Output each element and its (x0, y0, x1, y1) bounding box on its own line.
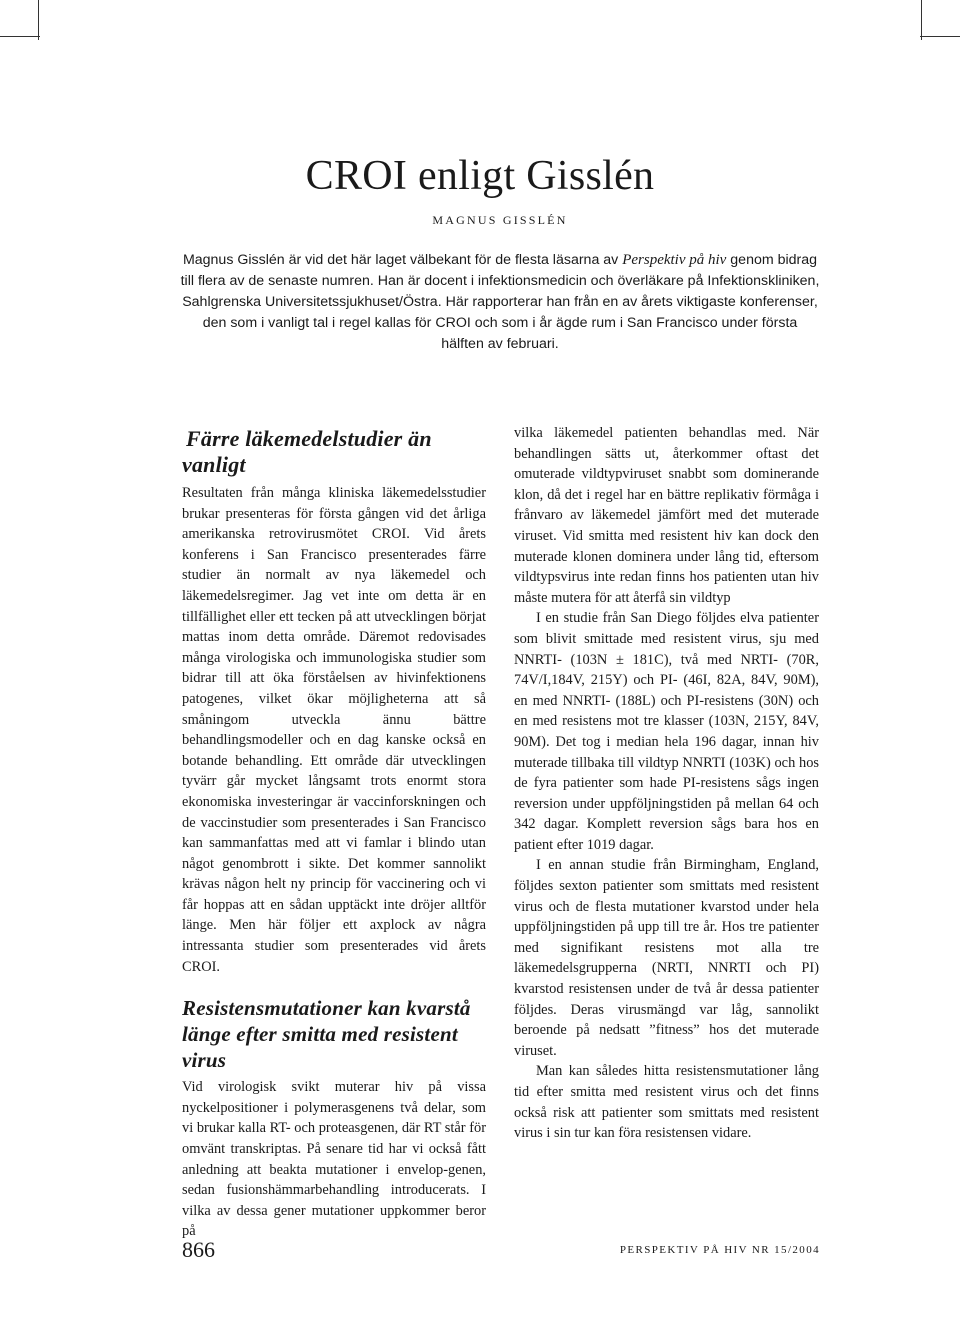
body-paragraph: Man kan således hitta resistensmutationer lång tid efter smitta med resistent virus och det finns också risk att patienter som smittats med resistent virus i sin tur kan föra resistensen vidare. (514, 1063, 819, 1142)
body-paragraph: Vid virologisk svikt muterar hiv på vissa nyckelpositioner i polymerasgenens två delar, som vi brukar kalla RT- och proteasgenen, där RT står för omvänt transkriptas. På senare tid har vi också fått anledning att beakta mutationer i envelop-genen, sedan fusionshämmarbehandling introducerats. I vilka av dessa gener mutationer uppkommer beror på (182, 1079, 486, 1240)
body-paragraph: I en studie från San Diego följdes elva patienter som blivit smittade med resistent virus, sju med NNRTI- (103N ± 181C), två med NRTI- (70R, 74V/I,184V, 215Y) och PI- (46I, 82A, 84V, 90M), en med NNRTI- (188L) och PI-resistens (30N) och en med resistens mot tre klasser (103N, 215Y, 84V, 90M). Det tog i median hela 196 dagar, innan hiv muterade tillbaka till vildtyp NNRTI (103K) och hos de fyra patienter som hade PI-resistens sågs ingen reversion under uppföljningstiden på mellan 64 och 342 dagar. Komplett reversion sågs bara hos en patient efter 1019 dagar. (514, 610, 819, 853)
crop-mark (38, 0, 39, 40)
ingress-text-2: genom bidrag till flera av de senaste numren. Han är docent i infektionsmedicin och överläkare på Infektionskliniken, Sahlgrenska Universitetssjukhuset/Östra. Här rapporterar han från en av årets viktigaste konferenser, den som i vanligt tal i regel kallas för CROI och som i år ägde rum i San Francisco under första hälften av februari. (180, 252, 820, 352)
running-footer: PERSPEKTIV PÅ HIV NR 15/2004 (619, 1244, 820, 1256)
left-column (182, 422, 486, 1242)
body-paragraph: Resultaten från många kliniska läkemedelsstudier brukar presenteras för första gången vid det årliga amerikanska retrovirusmötet CROI. Vid årets konferens i San Francisco presenterades färre studier än normalt av nya läkemedel och läkemedelsregimer. Jag vet inte om detta är en tillfällighet eller ett tecken på att utvecklingen börjat mattas inom detta område. Däremot redovisades många virologiska och immunologiska studier som bidrar till att öka förståelsen av hivinfektionens patogenes, vilket ökar möjligheterna att så småningom utveckla ännu bättre behandlingsmodeller och en dag kanske också en botande behandling. Ett område där utvecklingen tyvärr går mycket långsamt trots enormt stora ekonomiska investeringar är vaccinforskningen och de vaccinstudier som presenterades i San Francisco kan sammanfattas med att vi famlar i blindo utan något genombrott i sikte. Det kommer sannolikt krävas någon helt ny princip för vaccinering och vi får hoppas att en sådan upptäckt inte dröjer alltför länge. Men här följer ett axplock av några intressanta studier som presenterades vid årets CROI. (182, 485, 486, 975)
section-heading: Färre läkemedelstudier än vanligt (182, 426, 432, 477)
section-heading: Resistensmutationer kan kvarstå länge efter smitta med resistent virus (182, 996, 471, 1073)
article-author: MAGNUS GISSLÉN (432, 213, 568, 227)
body-paragraph: vilka läkemedel patienten behandlas med. När behandlingen sätts ut, återkommer oftast det omuterade vildtypviruset snabbt som dominerande klon, då det i regel har en bättre replikativ förmåga i frånvaro av läkemedel jämfört med det muterade viruset. Vid smitta med resistent hiv kan dock den muterade klonen dominera under lång tid, eftersom vildtypsvirus inte redan finns hos patienten utan hiv måste mutera för att återfå sin vildtyp (514, 425, 819, 606)
article-ingress (180, 250, 820, 355)
crop-mark (920, 36, 960, 37)
crop-mark (921, 0, 922, 40)
article-title: CROI enligt Gisslén (305, 153, 655, 199)
ingress-text-1: Magnus Gisslén är vid det här laget välbekant för de flesta läsarna av (182, 252, 623, 268)
body-paragraph: I en annan studie från Birmingham, England, följdes sexton patienter som smittats med resistent virus och de flesta mutationer kvarstod under hela uppföljningstiden på upp till tre år. Hos tre patienter med signifikant resistens mot alla tre läkemedelsgrupperna (NRTI, NNRTI och PI) kvarstod resistensen under de två år dessa patienter följdes. Deras virusmängd var låg, sannolikt beroende på nedsatt ”fitness” hos det muterade viruset. (514, 857, 819, 1059)
ingress-emphasis: Perspektiv på hiv (622, 252, 727, 268)
right-column (514, 423, 819, 1144)
page-number: 866 (182, 1237, 215, 1262)
crop-mark (0, 36, 40, 37)
